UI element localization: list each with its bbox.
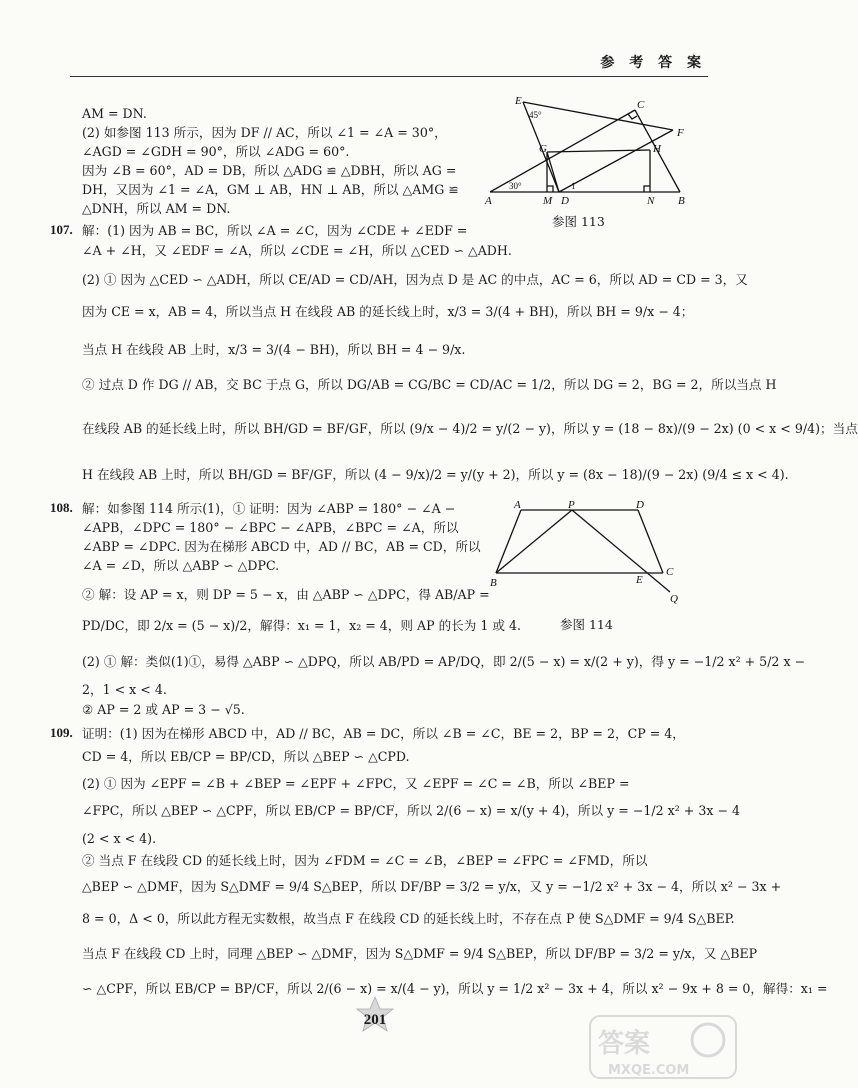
header-title: 参 考 答 案 [600, 55, 706, 71]
caption-113: 参图 113 [552, 214, 605, 229]
text-line: (2) ① 因为 △CED ∽ △ADH，所以 CE/AD = CD/AH，因为点 D 是 AC 的中点，AC = 6，所以 AD = CD = 3，又 [82, 272, 748, 287]
text-line: DH，又因为 ∠1 = ∠A，GM ⊥ AB，HN ⊥ AB，所以 △AMG ≌ [82, 182, 459, 197]
text-line: (2) ① 因为 ∠EPF = ∠B + ∠BEP = ∠EPF + ∠FPC，又 ∠EPF = ∠C = ∠B，所以 ∠BEP = [82, 776, 630, 791]
label-A: A [514, 499, 521, 511]
text-line: ∠FPC，所以 △BEP ∽ △CPF，所以 EB/CP = BP/CF，所以 2/(6 − x) = x/(y + 4)，所以 y = −1/2 x² + 3x − 4 [82, 803, 741, 818]
text-line: ② AP = 2 或 AP = 3 − √5. [82, 702, 245, 717]
text-line: 证明：(1) 因为在梯形 ABCD 中，AD // BC，AB = DC，所以 ∠B = ∠C，BE = 2，BP = 2，CP = 4， [82, 726, 685, 741]
svg-text:答案: 答案 [598, 1029, 651, 1059]
text-line: (2 < x < 4). [82, 831, 157, 846]
label-N: N [647, 195, 655, 207]
label-B: B [678, 195, 685, 207]
text-line: ∽ △CPF，所以 EB/CP = BP/CF，所以 2/(6 − x) = x/(4 − y)，所以 y = 1/2 x² − 3x + 4，所以 x² − 9x + 8 = 0，解得：x₁ = [82, 981, 828, 996]
svg-text:MXQE.COM: MXQE.COM [608, 1063, 690, 1078]
text-line: 2，1 < x < 4. [82, 682, 167, 697]
angle-30: 30° [509, 181, 522, 191]
label-F: F [677, 127, 684, 139]
text-line: ∠ABP = ∠DPC. 因为在梯形 ABCD 中，AD // BC，AB = CD，所以 [82, 539, 481, 554]
label-D: D [636, 499, 644, 511]
problem-number: 108. [50, 500, 73, 515]
text-line: 解：(1) 因为 AB = BC，所以 ∠A = ∠C，因为 ∠CDE + ∠EDF = [82, 223, 468, 238]
text-line: 当点 H 在线段 AB 上时，x/3 = 3/(4 − BH)，所以 BH = 4 − 9/x. [82, 342, 466, 357]
figure-113 [485, 92, 695, 210]
text-line: ∠APB，∠DPC = 180° − ∠BPC − ∠APB，∠BPC = ∠A，所以 [82, 520, 459, 535]
text-line: 因为 ∠B = 60°，AD = DB，所以 △ADG ≌ △DBH，所以 AG = [82, 163, 457, 178]
label-E: E [636, 574, 643, 586]
text-line: 在线段 AB 的延长线上时，所以 BH/GD = BF/GF，所以 (9/x − 4)/2 = y/(2 − y)，所以 y = (18 − 8x)/(9 − 2x) (0 < x < 9/4)；当点 [82, 421, 858, 436]
text-line: ② 过点 D 作 DG // AB，交 BC 于点 G，所以 DG/AB = CG/BC = CD/AC = 1/2，所以 DG = 2，BG = 2，所以当点 H [82, 377, 777, 392]
label-E: E [515, 95, 522, 107]
page-number: 201 [363, 1012, 387, 1028]
text-line: △DNH，所以 AM = DN. [82, 201, 231, 216]
text-line: 因为 CE = x，AB = 4，所以当点 H 在线段 AB 的延长线上时，x/3 = 3/(4 + BH)，所以 BH = 9/x − 4； [82, 304, 694, 319]
text-line: H 在线段 AB 上时，所以 BH/GD = BF/GF，所以 (4 − 9/x)/2 = y/(y + 2)，所以 y = (8x − 18)/(9 − 2x) (9/4 ≤ x < 4). [82, 467, 789, 482]
text-line: ∠AGD = ∠GDH = 90°，所以 ∠ADG = 60°. [82, 144, 350, 159]
problem-number: 107. [50, 222, 73, 237]
watermark-logo [588, 1012, 738, 1082]
label-Q: Q [670, 593, 678, 605]
text-line: PD/DC，即 2/x = (5 − x)/2，解得：x₁ = 1，x₂ = 4，则 AP 的长为 1 或 4. [82, 618, 521, 633]
text-line: ② 解：设 AP = x，则 DP = 5 − x，由 △ABP ∽ △DPC，得 AB/AP = [82, 587, 490, 602]
text-line: (2) 如参图 113 所示，因为 DF // AC，所以 ∠1 = ∠A = 30°， [82, 125, 447, 140]
page-header [0, 38, 750, 78]
text-line: AM = DN. [82, 106, 147, 121]
text-line: ∠A = ∠D，所以 △ABP ∽ △DPC. [82, 558, 280, 573]
angle-45: 45° [529, 110, 542, 120]
label-G: G [539, 143, 547, 155]
text-line: 当点 F 在线段 CD 上时，同理 △BEP ∽ △DMF，因为 S△DMF = 9/4 S△BEP，所以 DF/BP = 3/2 = y/x，又 △BEP [82, 946, 758, 961]
caption-114: 参图 114 [560, 617, 613, 632]
label-C: C [637, 99, 645, 111]
text-line: CD = 4，所以 EB/CP = BP/CD，所以 △BEP ∽ △CPD. [82, 749, 410, 764]
text-line: ② 当点 F 在线段 CD 的延长线上时，因为 ∠FDM = ∠C = ∠B，∠BEP = ∠FPC = ∠FMD，所以 [82, 853, 648, 868]
label-M: M [543, 195, 553, 207]
label-C: C [666, 566, 674, 578]
label-B: B [490, 577, 497, 589]
label-H: H [653, 143, 661, 155]
text-line: 解：如参图 114 所示(1)，① 证明：因为 ∠ABP = 180° − ∠A − [82, 501, 456, 516]
label-P: P [568, 499, 575, 511]
angle-1: 1 [571, 181, 576, 191]
label-D: D [561, 195, 569, 207]
problem-number: 109. [50, 725, 73, 740]
text-line: △BEP ∽ △DMF，因为 S△DMF = 9/4 S△BEP，所以 DF/BP = 3/2 = y/x，又 y = −1/2 x² + 3x − 4，所以 x² − 3x + [82, 879, 782, 894]
text-line: ∠A + ∠H，又 ∠EDF = ∠A，所以 ∠CDE = ∠H，所以 △CED ∽ △ADH. [82, 243, 512, 258]
figure-114 [488, 500, 688, 604]
label-A: A [485, 195, 492, 207]
text-line: (2) ① 解：类似(1)①，易得 △ABP ∽ △DPQ，所以 AB/PD = AP/DQ，即 2/(5 − x) = x/(2 + y)，得 y = −1/2 x² + 5/2 x − [82, 654, 806, 669]
header-rule [70, 76, 708, 77]
text-line: 8 = 0，Δ < 0，所以此方程无实数根，故当点 F 在线段 CD 的延长线上时，不存在点 P 使 S△DMF = 9/4 S△BEP. [82, 911, 735, 926]
